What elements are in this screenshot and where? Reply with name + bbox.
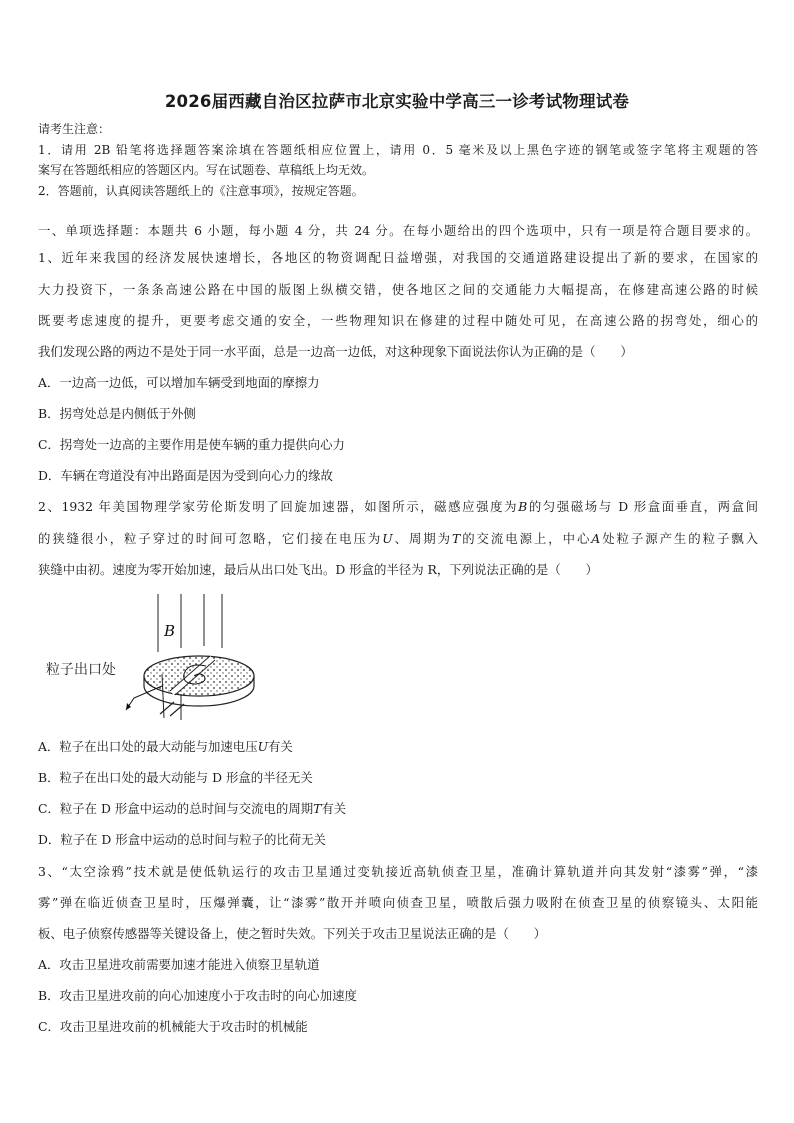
- q3-stem-line-2: 雾”弹在临近侦查卫星时，压爆弹囊，让“漆雾”散开并喷向侦查卫星，喷散后强力吸附在侦查卫星的侦察镜头、太阳能: [38, 895, 758, 910]
- q3-stem-line-1: 3、“太空涂鸦”技术就是使低轨运行的攻击卫星通过变轨接近高轨侦查卫星，准确计算轨道并向其发射“漆雾”弹，“漆: [38, 864, 758, 879]
- q2-l2-text-b: 、周期为: [392, 531, 452, 546]
- q2-option-a-text: A．粒子在出口处的最大动能与加速电压: [38, 739, 258, 754]
- q2-option-a-tail: 有关: [268, 739, 293, 754]
- notice-line-1a: 1．请用 2B 铅笔将选择题答案涂填在答题纸相应位置上，请用 0．5 毫米及以上黑色字迹的钢笔或签字笔将主观题的答: [38, 143, 758, 157]
- field-label-b: B: [164, 622, 176, 640]
- q2-option-c-text: C．粒子在 D 形盒中运动的总时间与交流电的周期: [38, 801, 314, 816]
- q2-var-U: U: [382, 531, 393, 546]
- section-heading: 一、单项选择题：本题共 6 小题，每小题 4 分，共 24 分。在每小题给出的四个选项中，只有一项是符合题目要求的。: [38, 223, 758, 238]
- exit-label: 粒子出口处: [46, 662, 116, 678]
- q2-var-T: T: [452, 531, 461, 546]
- q2-stem-line-2: [38, 531, 758, 547]
- q2-var-A: A: [591, 531, 601, 546]
- cyclotron-figure: [44, 590, 264, 730]
- q1-option-a: A．一边高一边低，可以增加车辆受到地面的摩擦力: [38, 375, 320, 390]
- q1-option-c: C．拐弯处一边高的主要作用是使车辆的重力提供向心力: [38, 437, 345, 452]
- q1-stem-line-2: 大力投资下，一条条高速公路在中国的版图上纵横交错，使各地区之间的交通能力大幅提高，在修建高速公路的时候: [38, 282, 758, 297]
- q3-option-c: C．攻击卫星进攻前的机械能大于攻击时的机械能: [38, 1019, 308, 1034]
- q1-stem-line-1: 1、近年来我国的经济发展快速增长，各地区的物资调配日益增强，对我国的交通道路建设提出了新的要求，在国家的: [38, 250, 758, 265]
- notice-heading: 请考生注意：: [38, 122, 111, 136]
- q2-l1-text-b: 的匀强磁场与 D 形盒面垂直，两盒间: [527, 499, 759, 514]
- q1-option-d: D．车辆在弯道没有冲出路面是因为受到向心力的缘故: [38, 468, 333, 483]
- q1-stem-line-4: 我们发现公路的两边不是处于同一水平面，总是一边高一边低，对这种现象下面说法你认为正确的是（ ）: [38, 344, 633, 359]
- q1-stem-line-3: 既要考虑速度的提升，更要考虑交通的安全，一些物理知识在修建的过程中随处可见，在高速公路的拐弯处，细心的: [38, 313, 758, 328]
- q2-l2-text-a: 的狭缝很小，粒子穿过的时间可忽略，它们接在电压为: [38, 531, 383, 546]
- q3-option-a: A．攻击卫星进攻前需要加速才能进入侦察卫星轨道: [38, 957, 320, 972]
- q2-stem-line-1: [38, 499, 758, 515]
- notice-line-1b: 案写在答题纸相应的答题区内。写在试题卷、草稿纸上均无效。: [38, 163, 375, 177]
- q2-option-c-tail: 有关: [321, 801, 347, 816]
- q2-option-a-var: U: [257, 739, 269, 754]
- q2-l1-text-a: 2、1932 年美国物理学家劳伦斯发明了回旋加速器，如图所示，磁感应强度为: [38, 499, 519, 514]
- q2-l2-text-c: 的交流电源上，中心: [460, 531, 592, 546]
- q2-var-B: B: [518, 499, 528, 514]
- q2-option-c: [38, 801, 758, 817]
- q2-option-c-var: T: [313, 801, 322, 816]
- q2-l2-text-d: 处粒子源产生的粒子飘入: [600, 531, 759, 546]
- q3-stem-line-3: 板、电子侦察传感器等关键设备上，使之暂时失效。下列关于攻击卫星说法正确的是（ ）: [38, 926, 547, 941]
- q1-option-b: B．拐弯处总是内侧低于外侧: [38, 406, 196, 421]
- exam-title: 2026届西藏自治区拉萨市北京实验中学高三一诊考试物理试卷: [164, 92, 630, 111]
- q3-option-b: B．攻击卫星进攻前的向心加速度小于攻击时的向心加速度: [38, 988, 357, 1003]
- q2-option-b: B．粒子在出口处的最大动能与 D 形盒的半径无关: [38, 770, 313, 785]
- notice-line-2: 2．答题前，认真阅读答题纸上的《注意事项》，按规定答题。: [38, 184, 364, 198]
- q2-option-a: [38, 739, 758, 755]
- q2-option-d: D．粒子在 D 形盒中运动的总时间与粒子的比荷无关: [38, 832, 326, 847]
- q2-stem-line-3: 狭缝中由初。速度为零开始加速，最后从出口处飞出。D 形盒的半径为 R，下列说法正确的是（ ）: [38, 562, 598, 577]
- d-shaped-box: [144, 656, 254, 696]
